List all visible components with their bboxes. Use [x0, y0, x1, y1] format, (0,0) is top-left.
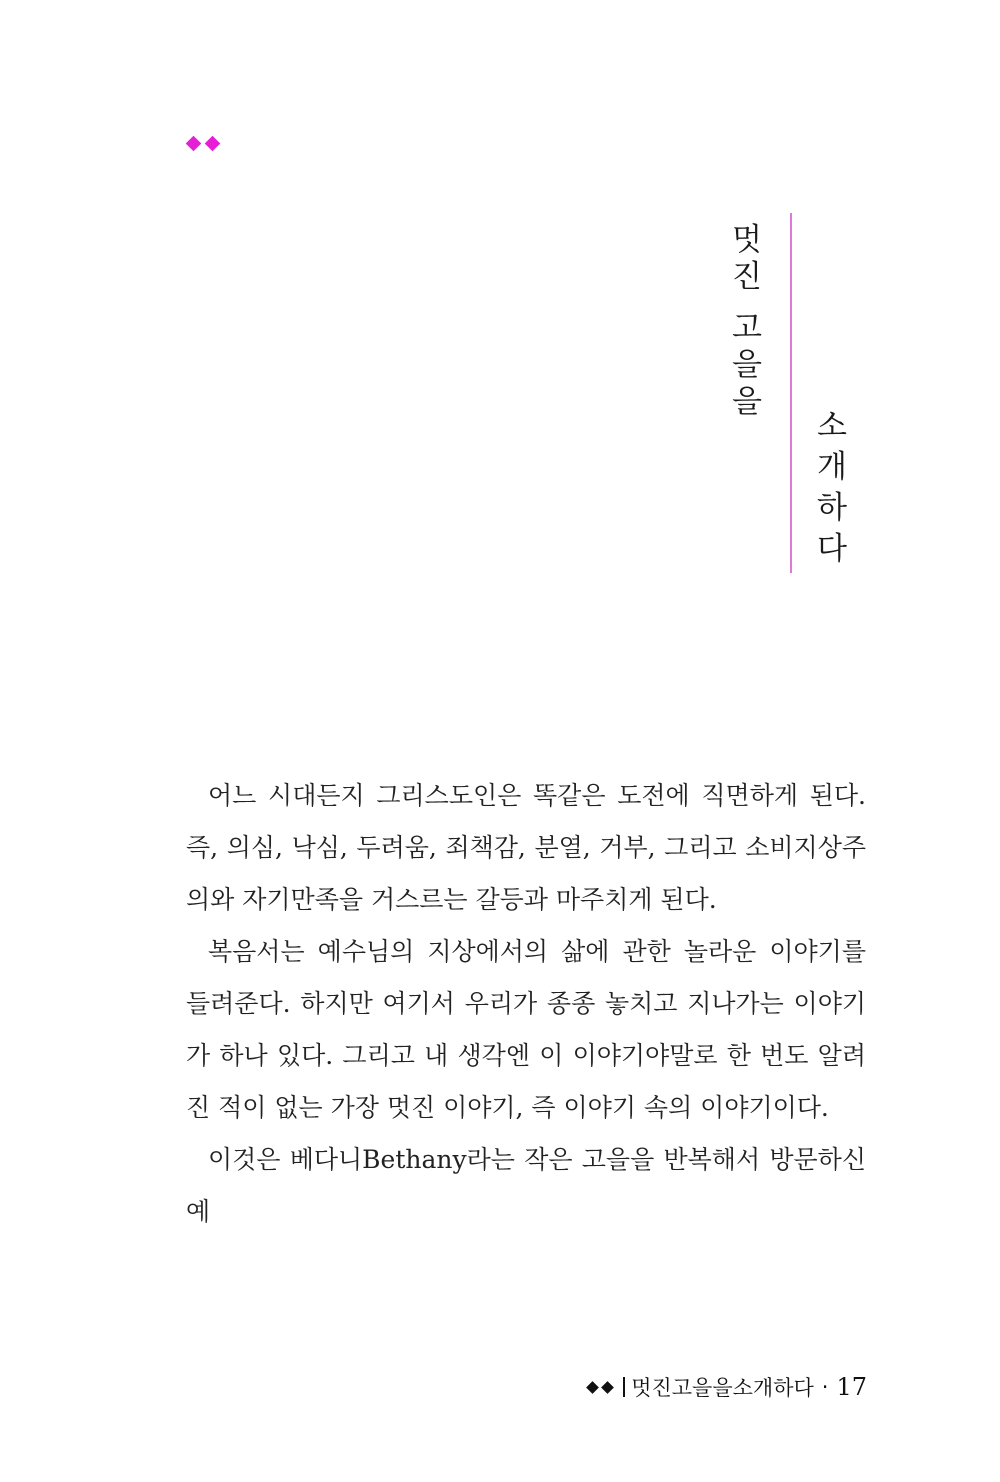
title-char: 개	[817, 449, 847, 485]
header-diamonds	[186, 134, 220, 152]
title-char: 을	[732, 347, 762, 383]
paragraph: 이것은 베다니Bethany라는 작은 고을을 반복해서 방문하신 예	[186, 1145, 866, 1226]
title-char: 을	[732, 384, 762, 420]
chapter-title-column-1	[726, 222, 768, 421]
body-text	[186, 770, 866, 1238]
diamond-icon	[601, 1381, 614, 1394]
diamond-icon	[186, 135, 202, 151]
paragraph: 복음서는 예수님의 지상에서의 삶에 관한 놀라운 이야기를 들려준다. 하지만 여기서 우리가 종종 놓치고 지나가는 이야기가 하나 있다. 그리고 내 생각엔 이 이야기야말로 한 번도 알려진 적이 없는 가장 멋진 이야기, 즉 이야기 속의 이야기이다.	[186, 937, 866, 1122]
title-char: 고	[732, 310, 762, 346]
running-title: 멋진고을을소개하다	[631, 1376, 814, 1400]
footer-separator: ·	[821, 1375, 829, 1399]
page-footer	[585, 1372, 867, 1402]
title-char: 진	[732, 259, 762, 295]
page-number: 17	[836, 1373, 867, 1401]
title-char: 멋	[732, 222, 762, 258]
paragraph: 어느 시대든지 그리스도인은 똑같은 도전에 직면하게 된다. 즉, 의심, 낙심, 두려움, 죄책감, 분열, 거부, 그리고 소비지상주의와 자기만족을 거스르는 갈등과 마주치게 된다.	[186, 781, 866, 914]
chapter-title-column-2	[811, 406, 853, 570]
title-char: 하	[817, 490, 847, 526]
title-divider-line	[790, 213, 792, 573]
diamond-icon	[586, 1381, 599, 1394]
footer-bar	[623, 1377, 625, 1397]
title-char: 다	[817, 531, 847, 567]
diamond-icon	[205, 135, 221, 151]
title-char: 소	[817, 408, 847, 444]
